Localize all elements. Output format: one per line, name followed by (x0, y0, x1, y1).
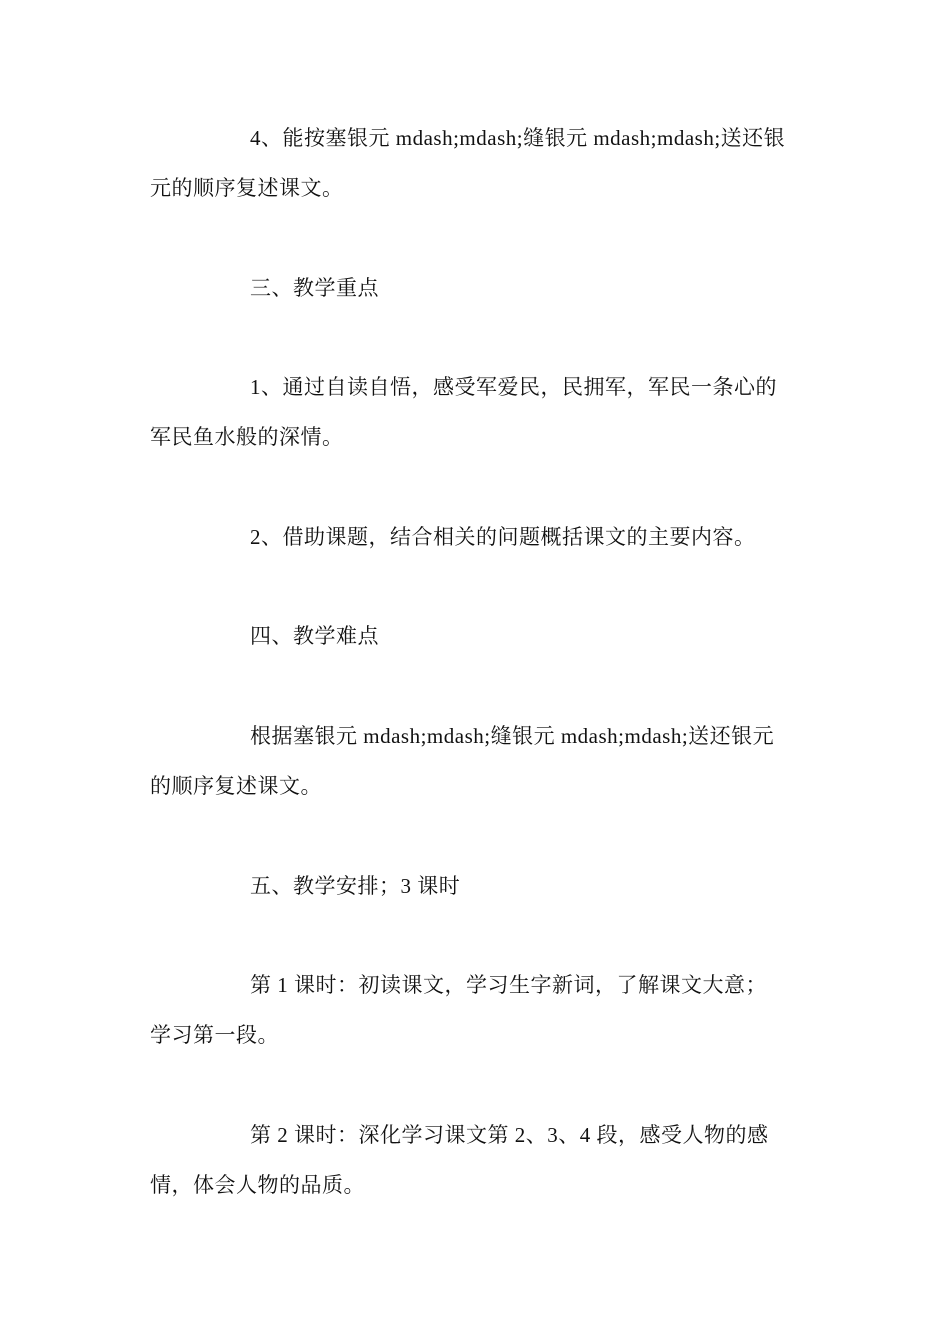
paragraph-focus-1 (150, 362, 800, 462)
paragraph-lesson-1 (150, 960, 800, 1060)
paragraph-line: 的顺序复述课文。 (150, 774, 322, 798)
paragraph-line: 1、通过自读自悟，感受军爱民，民拥军，军民一条心的 (250, 375, 777, 399)
paragraph-line: 第 2 课时：深化学习课文第 2、3、4 段，感受人物的感 (250, 1123, 769, 1147)
paragraph-line: 根据塞银元 mdash;mdash;缝银元 mdash;mdash;送还银元 (250, 724, 775, 748)
paragraph-objective-4 (150, 113, 800, 213)
heading-text: 五、教学安排；3 课时 (250, 874, 461, 898)
heading-text: 三、教学重点 (250, 276, 379, 300)
paragraph-line: 元的顺序复述课文。 (150, 176, 344, 200)
paragraph-lesson-2 (150, 1110, 800, 1210)
paragraph-line: 情，体会人物的品质。 (150, 1173, 365, 1197)
paragraph-line: 4、能按塞银元 mdash;mdash;缝银元 mdash;mdash;送还银 (250, 126, 786, 150)
paragraph-line: 军民鱼水般的深情。 (150, 425, 344, 449)
heading-text: 四、教学难点 (250, 624, 379, 648)
paragraph-line: 2、借助课题，结合相关的问题概括课文的主要内容。 (250, 525, 756, 549)
heading-teaching-focus (150, 263, 800, 313)
heading-teaching-schedule (150, 861, 800, 911)
paragraph-line: 第 1 课时：初读课文，学习生字新词，了解课文大意； (250, 973, 767, 997)
paragraph-difficulty (150, 711, 800, 811)
paragraph-line: 学习第一段。 (150, 1023, 279, 1047)
paragraph-focus-2 (150, 512, 800, 562)
heading-teaching-difficulty (150, 611, 800, 661)
